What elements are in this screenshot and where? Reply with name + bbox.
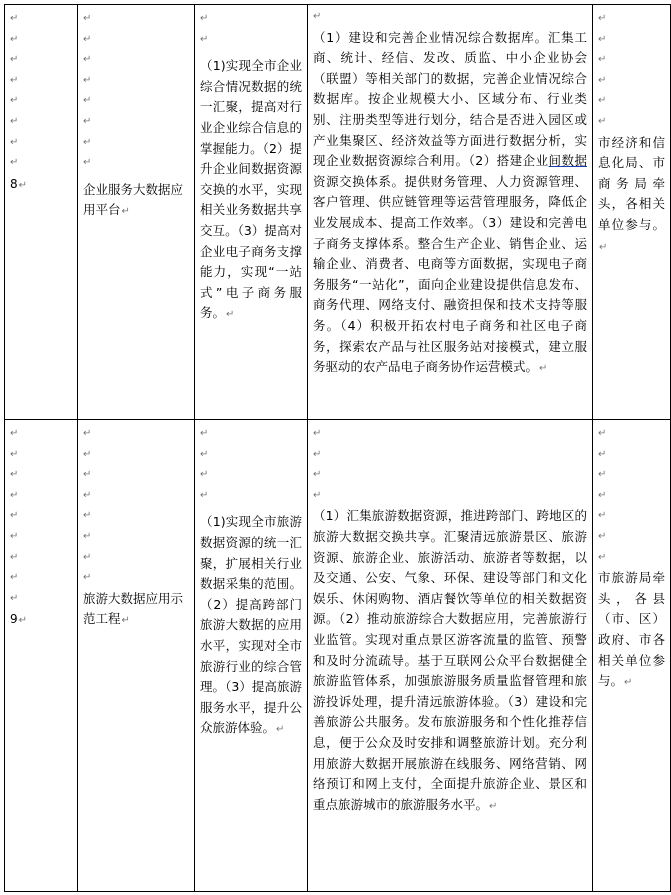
paragraph-mark: ↵	[598, 74, 607, 86]
tasks-cell	[308, 420, 593, 892]
paragraph-mark: ↵	[121, 206, 130, 218]
paragraph-mark: ↵	[83, 33, 92, 45]
paragraph-mark: ↵	[83, 157, 92, 169]
paragraph-mark: ↵	[313, 448, 322, 460]
tasks-underlined-text: 间数据	[548, 153, 587, 169]
paragraph-mark: ↵	[598, 33, 607, 45]
paragraph-mark: ↵	[598, 428, 607, 439]
paragraph-mark: ↵	[83, 572, 92, 584]
paragraph-mark: ↵	[313, 428, 322, 439]
goals-cell	[195, 420, 308, 892]
paragraph-mark: ↵	[200, 489, 209, 501]
paragraph-mark: ↵	[10, 551, 19, 563]
paragraph-mark: ↵	[10, 510, 19, 522]
paragraph-mark: ↵	[598, 448, 607, 460]
paragraph-mark: ↵	[10, 592, 19, 604]
paragraph-mark: ↵	[83, 551, 92, 563]
paragraph-mark: ↵	[624, 677, 633, 689]
paragraph-mark: ↵	[83, 510, 92, 522]
paragraph-mark: ↵	[83, 95, 92, 107]
paragraph-mark: ↵	[598, 530, 607, 542]
paragraph-mark: ↵	[10, 13, 19, 24]
paragraph-mark: ↵	[10, 136, 19, 148]
paragraph-mark: ↵	[200, 13, 209, 24]
project-table	[4, 4, 671, 892]
project-name: 旅游大数据应用示范工程	[83, 590, 184, 627]
project-name: 企业服务大数据应用平台	[83, 181, 184, 218]
paragraph-mark: ↵	[83, 469, 92, 481]
table-row	[5, 420, 671, 892]
paragraph-mark: ↵	[121, 615, 130, 627]
paragraph-mark: ↵	[83, 13, 92, 24]
paragraph-mark: ↵	[539, 363, 548, 375]
paragraph-mark: ↵	[10, 33, 19, 45]
goals-text: （1)实现全市企业综合情况数据的统一汇聚，提高对行业企业综合信息的掌握能力。（2）提升企业间数据资源交换的水平，实现相关业务数据共享交互。（3）提高对企业电子商务支撑能力，实现“一站式”电子商务服务。	[200, 58, 302, 321]
paragraph-mark: ↵	[313, 469, 322, 481]
paragraph-mark: ↵	[83, 489, 92, 501]
row-number: 8	[10, 176, 18, 191]
responsible-text: 市经济和信息化局、市商务局牵头，各相关单位参与。	[598, 134, 665, 232]
paragraph-mark: ↵	[10, 469, 19, 481]
paragraph-mark: ↵	[598, 469, 607, 481]
paragraph-mark: ↵	[598, 551, 607, 563]
tasks-text: （1）汇集旅游数据资源，推进跨部门、跨地区的旅游大数据交换共享。汇聚清远旅游景区、旅游资源、旅游企业、旅游活动、旅游者等数据，以及交通、公安、气象、环保、建设等部门和文化娱乐、休闲购物、酒店餐饮等单位的相关数据资源。（2）推动旅游综合大数据应用，完善旅游行业监管。实现对重点景区游客流量的监管、预警和及时分流疏导。基于互联网公众平台数据健全旅游监管体系，加强旅游服务质量监督管理和旅游投诉处理，提升清远旅游体验。（3）建设和完善旅游公共服务。发布旅游服务和个性化推荐信息，便于公众及时安排和调整旅游计划。充分利用旅游大数据开展旅游在线服务、网络营销、网络预订和网上支付，全面提升旅游企业、景区和重点旅游城市的旅游服务水平。	[313, 508, 587, 812]
tasks-text-continued: 资源交换体系。提供财务管理、人力资源管理、客户管理、供应链管理等运营管理服务，降低企业发展成本、提高工作效率。（3）建设和完善电子商务支撑体系。整合生产企业、销售企业、运输企业、消费者、电商等方面数据，实现电子商务服务“一站化”，面向企业建设提供信息发布、商务代理、网络支付、融资担保和技术支持等服务。（4）积极开拓农村电子商务和社区电子商务，探索农产品与社区服务站对接模式，建立服务驱动的农产品电子商务协作运营模式。	[313, 173, 587, 375]
project-cell	[78, 5, 195, 420]
responsible-cell	[593, 5, 671, 420]
paragraph-mark: ↵	[83, 54, 92, 66]
paragraph-mark: ↵	[598, 95, 607, 107]
paragraph-mark: ↵	[200, 469, 209, 481]
index-cell	[5, 420, 78, 892]
goals-cell	[195, 5, 308, 420]
paragraph-mark: ↵	[10, 54, 19, 66]
paragraph-mark: ↵	[226, 309, 235, 321]
paragraph-mark: ↵	[10, 428, 19, 439]
goals-text: （1)实现全市旅游数据资源的统一汇聚，扩展相关行业数据采集的范围。（2）提高跨部门旅游大数据的应用水平，实现对全市旅游行业的综合管理。（3）提高旅游服务水平，提升公众旅游体验。	[200, 514, 302, 736]
paragraph-mark: ↵	[10, 530, 19, 542]
paragraph-mark: ↵	[598, 115, 607, 127]
tasks-text: （1）建设和完善企业情况综合数据库。汇集工商、统计、经信、发改、质监、中小企业协会（联盟）等相关部门的数据，完善企业情况综合数据库。按企业规模大小、区域分布、行业类别、注册类型等进行划分，结合是否进入园区或产业集聚区、经济效益等方面进行数据分析，实现企业数据资源综合利用。（2）搭建企业	[313, 29, 587, 169]
paragraph-mark: ↵	[83, 136, 92, 148]
project-cell	[78, 420, 195, 892]
paragraph-mark: ↵	[599, 241, 608, 253]
paragraph-mark: ↵	[10, 157, 19, 169]
paragraph-mark: ↵	[18, 179, 28, 191]
paragraph-mark: ↵	[313, 489, 322, 501]
paragraph-mark: ↵	[200, 448, 209, 460]
paragraph-mark: ↵	[276, 724, 285, 736]
paragraph-mark: ↵	[83, 530, 92, 542]
paragraph-mark: ↵	[598, 489, 607, 501]
paragraph-mark: ↵	[83, 428, 92, 439]
paragraph-mark: ↵	[10, 572, 19, 584]
paragraph-mark: ↵	[10, 95, 19, 107]
paragraph-mark: ↵	[10, 74, 19, 86]
responsible-cell	[593, 420, 671, 892]
tasks-cell	[308, 5, 593, 420]
index-cell	[5, 5, 78, 420]
table-row	[5, 5, 671, 420]
paragraph-mark: ↵	[10, 448, 19, 460]
paragraph-mark: ↵	[598, 13, 607, 24]
responsible-text: 市旅游局牵头，各县（市、区）政府、市各相关单位参与。	[598, 570, 665, 689]
paragraph-mark: ↵	[489, 800, 498, 812]
paragraph-mark: ↵	[200, 33, 209, 45]
paragraph-mark: ↵	[10, 489, 19, 501]
row-number: 9	[10, 612, 18, 627]
paragraph-mark: ↵	[598, 54, 607, 66]
paragraph-mark: ↵	[200, 428, 209, 439]
paragraph-mark: ↵	[598, 510, 607, 522]
paragraph-mark: ↵	[313, 11, 322, 22]
paragraph-mark: ↵	[83, 115, 92, 127]
paragraph-mark: ↵	[10, 115, 19, 127]
paragraph-mark: ↵	[18, 615, 28, 627]
paragraph-mark: ↵	[83, 74, 92, 86]
paragraph-mark: ↵	[83, 448, 92, 460]
